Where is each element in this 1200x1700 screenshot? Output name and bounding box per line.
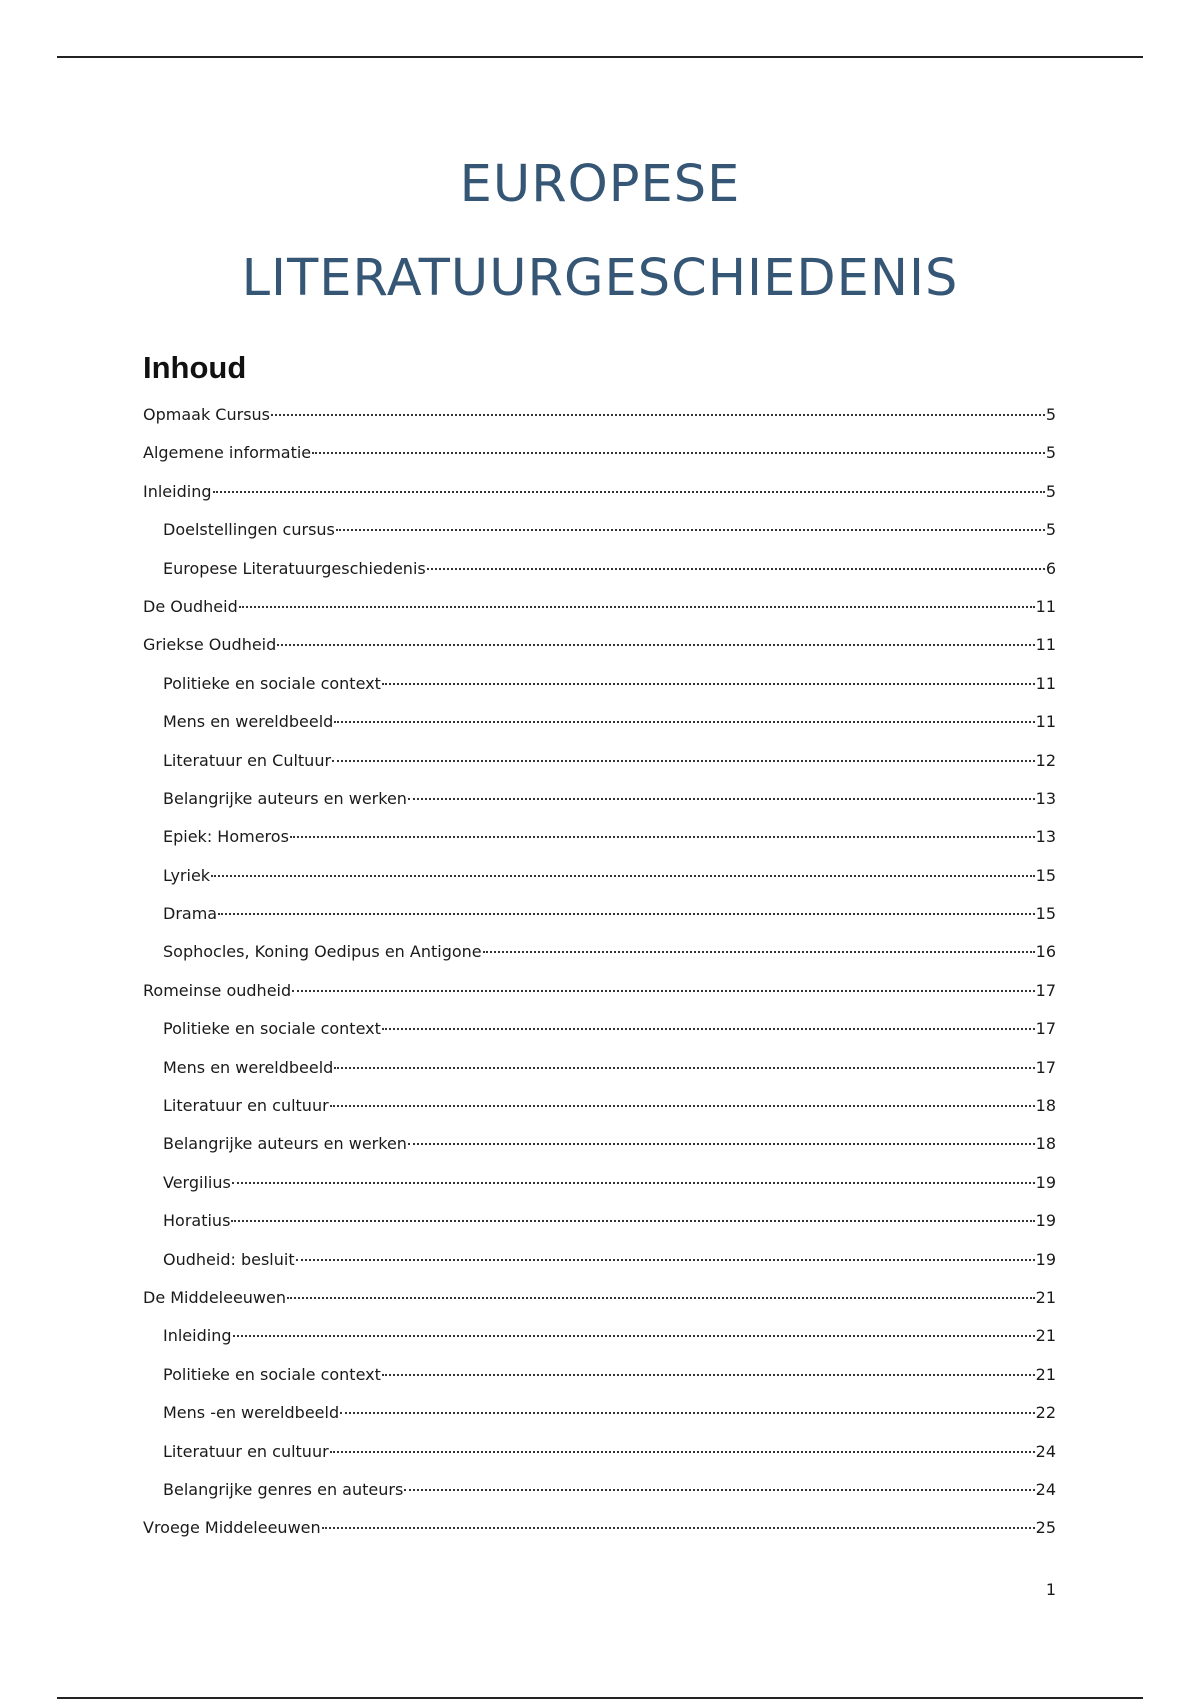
toc-dot-leader [296,1259,1035,1261]
toc-entry[interactable] [143,559,1056,597]
toc-entry-label: Oudheid: besluit [163,1249,295,1269]
toc-dot-leader [292,990,1035,992]
toc-entry-label: Literatuur en Cultuur [163,750,332,770]
toc-entry-page: 5 [1045,520,1056,540]
toc-entry[interactable] [143,597,1056,635]
toc-entry-label: Doelstellingen cursus [163,520,335,540]
toc-entry[interactable] [143,1134,1056,1172]
toc-entry-label: Belangrijke genres en auteurs [163,1479,404,1499]
toc-dot-leader [287,1297,1035,1299]
toc-entry-page: 17 [1035,1019,1056,1039]
title-line-1: EUROPESE [459,155,741,214]
toc-entry[interactable] [143,635,1056,673]
toc-entry-page: 5 [1045,481,1056,501]
toc-dot-leader [239,606,1035,608]
toc-entry-page: 19 [1035,1211,1056,1231]
toc-dot-leader [382,1028,1035,1030]
toc-entry-label: Mens en wereldbeeld [163,712,334,732]
toc-entry-page: 15 [1035,865,1056,885]
toc-entry-page: 21 [1035,1364,1056,1384]
toc-entry[interactable] [143,904,1056,942]
toc-dot-leader [211,875,1035,877]
toc-entry[interactable] [143,520,1056,558]
toc-entry-page: 13 [1035,788,1056,808]
toc-entry-page: 21 [1035,1287,1056,1307]
toc-entry-page: 24 [1035,1441,1056,1461]
toc-entry[interactable] [143,1250,1056,1288]
toc-entry[interactable] [143,1326,1056,1364]
toc-entry[interactable] [143,866,1056,904]
toc-entry-page: 18 [1035,1134,1056,1154]
document-title [0,138,1200,326]
toc-entry-label: Epiek: Homeros [163,827,289,847]
toc-entry[interactable] [143,1480,1056,1518]
toc-entry-label: Algemene informatie [143,443,312,463]
toc-entry[interactable] [143,1173,1056,1211]
toc-entry-label: Horatius [163,1211,231,1231]
toc-entry-page: 11 [1035,712,1056,732]
toc-dot-leader [382,1374,1035,1376]
toc-entry[interactable] [143,1211,1056,1249]
toc-dot-leader [408,1143,1035,1145]
toc-entry-page: 22 [1035,1403,1056,1423]
toc-entry-page: 17 [1035,1057,1056,1077]
toc-dot-leader [404,1489,1034,1491]
toc-entry-page: 11 [1035,635,1056,655]
toc-dot-leader [231,1220,1034,1222]
title-line-2: LITERATUURGESCHIEDENIS [241,249,959,308]
toc-entry-page: 24 [1035,1479,1056,1499]
toc-entry-label: Griekse Oudheid [143,635,277,655]
toc-entry[interactable] [143,751,1056,789]
toc-dot-leader [213,491,1045,493]
table-of-contents [143,405,1056,1557]
toc-dot-leader [408,798,1035,800]
toc-entry-page: 12 [1035,750,1056,770]
toc-entry-label: Sophocles, Koning Oedipus en Antigone [163,942,482,962]
toc-entry[interactable] [143,1096,1056,1134]
toc-entry-page: 17 [1035,980,1056,1000]
toc-entry[interactable] [143,1518,1056,1556]
toc-entry-page: 15 [1035,904,1056,924]
toc-dot-leader [271,414,1045,416]
toc-entry-label: Opmaak Cursus [143,405,270,424]
toc-dot-leader [334,1067,1034,1069]
header-rule [57,56,1143,58]
toc-entry-label: Belangrijke auteurs en werken [163,788,407,808]
toc-entry-label: Politieke en sociale context [163,1364,381,1384]
toc-entry-label: Inleiding [163,1326,232,1346]
toc-entry-label: Vroege Middeleeuwen [143,1518,321,1538]
toc-dot-leader [330,1451,1035,1453]
toc-dot-leader [336,529,1045,531]
toc-entry-page: 25 [1035,1518,1056,1538]
toc-entry-label: De Middeleeuwen [143,1287,286,1307]
toc-entry-label: Romeinse oudheid [143,980,292,1000]
toc-entry-label: Belangrijke auteurs en werken [163,1134,407,1154]
toc-entry[interactable] [143,1442,1056,1480]
toc-dot-leader [322,1527,1035,1529]
toc-entry-label: Mens -en wereldbeeld [163,1403,340,1423]
toc-entry[interactable] [143,942,1056,980]
toc-entry[interactable] [143,1288,1056,1326]
toc-entry[interactable] [143,482,1056,520]
toc-entry-page: 5 [1045,443,1056,463]
footer-rule [57,1697,1143,1699]
toc-entry[interactable] [143,789,1056,827]
toc-entry-label: Europese Literatuurgeschiedenis [163,558,426,578]
toc-dot-leader [277,644,1034,646]
toc-dot-leader [340,1412,1035,1414]
toc-entry-page: 5 [1045,405,1056,424]
toc-entry-page: 11 [1035,596,1056,616]
toc-entry-page: 13 [1035,827,1056,847]
toc-entry[interactable] [143,1019,1056,1057]
toc-entry-label: Literatuur en cultuur [163,1096,329,1116]
toc-entry[interactable] [143,405,1056,443]
toc-entry-page: 18 [1035,1096,1056,1116]
page-number: 1 [1045,1580,1056,1599]
toc-entry-label: Politieke en sociale context [163,1019,381,1039]
toc-dot-leader [382,683,1035,685]
toc-dot-leader [233,1335,1035,1337]
toc-dot-leader [330,1105,1035,1107]
toc-dot-leader [232,1182,1035,1184]
toc-entry[interactable] [143,1058,1056,1096]
toc-entry-page: 11 [1035,673,1056,693]
toc-dot-leader [427,568,1045,570]
toc-dot-leader [312,452,1045,454]
toc-entry-page: 21 [1035,1326,1056,1346]
toc-entry[interactable] [143,674,1056,712]
toc-dot-leader [334,721,1034,723]
toc-entry-label: Inleiding [143,481,212,501]
toc-entry-label: Politieke en sociale context [163,673,381,693]
toc-entry-label: Lyriek [163,865,211,885]
toc-entry[interactable] [143,443,1056,481]
toc-entry[interactable] [143,712,1056,750]
toc-entry-label: Drama [163,904,218,924]
toc-entry-label: Mens en wereldbeeld [163,1057,334,1077]
toc-dot-leader [290,836,1035,838]
toc-entry[interactable] [143,827,1056,865]
toc-entry-page: 16 [1035,942,1056,962]
toc-dot-leader [483,951,1035,953]
toc-entry-label: Vergilius [163,1172,231,1192]
toc-dot-leader [218,913,1035,915]
toc-entry[interactable] [143,981,1056,1019]
toc-entry[interactable] [143,1365,1056,1403]
toc-entry-page: 19 [1035,1172,1056,1192]
toc-entry[interactable] [143,1403,1056,1441]
toc-entry-label: De Oudheid [143,596,238,616]
toc-heading: Inhoud [143,350,247,385]
toc-entry-label: Literatuur en cultuur [163,1441,329,1461]
toc-entry-page: 6 [1045,558,1056,578]
toc-entry-page: 19 [1035,1249,1056,1269]
toc-dot-leader [332,760,1035,762]
